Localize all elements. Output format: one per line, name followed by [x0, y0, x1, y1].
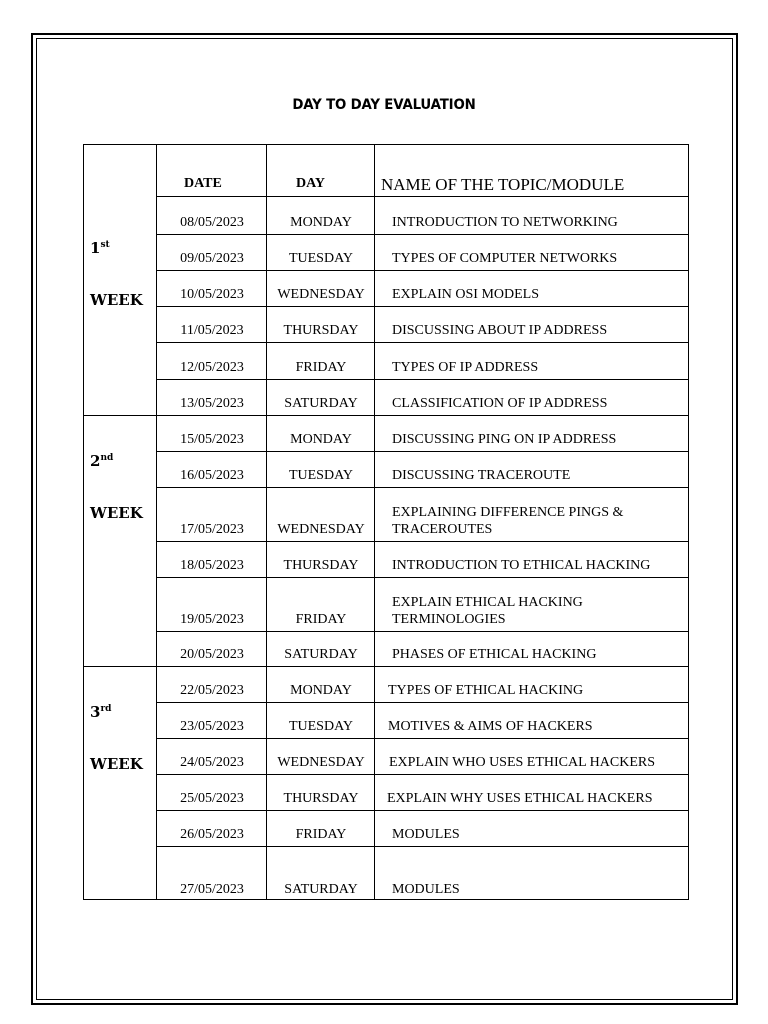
row-topic: CLASSIFICATION OF IP ADDRESS — [392, 396, 608, 411]
row-date: 26/05/2023 — [180, 827, 244, 842]
week-1-ordinal: 1st — [90, 239, 110, 257]
week-3-ordinal: 3rd — [90, 703, 112, 721]
row-topic: INTRODUCTION TO NETWORKING — [392, 215, 618, 230]
row-divider — [156, 487, 688, 488]
row-divider — [156, 451, 688, 452]
row-topic: MODULES — [392, 827, 460, 842]
row-divider — [156, 631, 688, 632]
row-topic: EXPLAINING DIFFERENCE PINGS & TRACEROUTES — [392, 505, 624, 537]
row-topic: EXPLAIN WHY USES ETHICAL HACKERS — [387, 791, 653, 806]
row-topic: INTRODUCTION TO ETHICAL HACKING — [392, 558, 651, 573]
row-divider — [156, 306, 688, 307]
row-topic: TYPES OF COMPUTER NETWORKS — [392, 251, 618, 266]
row-date: 10/05/2023 — [180, 287, 244, 302]
row-day: WEDNESDAY — [277, 522, 365, 537]
row-day: MONDAY — [290, 432, 352, 447]
row-day: THURSDAY — [283, 558, 359, 573]
row-day: WEDNESDAY — [277, 287, 365, 302]
row-day: THURSDAY — [283, 791, 359, 806]
row-divider — [84, 666, 688, 667]
row-topic: EXPLAIN ETHICAL HACKING TERMINOLOGIES — [392, 595, 583, 627]
row-divider — [156, 702, 688, 703]
row-divider — [156, 270, 688, 271]
row-date: 18/05/2023 — [180, 558, 244, 573]
row-day: FRIDAY — [295, 827, 347, 842]
row-day: WEDNESDAY — [277, 755, 365, 770]
row-divider — [156, 738, 688, 739]
row-day: FRIDAY — [295, 360, 347, 375]
row-divider — [156, 379, 688, 380]
row-date: 23/05/2023 — [180, 719, 244, 734]
row-topic: EXPLAIN WHO USES ETHICAL HACKERS — [389, 755, 655, 770]
row-date: 17/05/2023 — [180, 522, 244, 537]
row-date: 08/05/2023 — [180, 215, 244, 230]
header-divider — [156, 196, 688, 197]
row-date: 27/05/2023 — [180, 882, 244, 897]
row-divider — [156, 577, 688, 578]
row-topic: EXPLAIN OSI MODELS — [392, 287, 539, 302]
row-topic: TYPES OF ETHICAL HACKING — [388, 683, 584, 698]
row-topic: DISCUSSING TRACEROUTE — [392, 468, 571, 483]
row-day: SATURDAY — [284, 647, 358, 662]
row-divider — [156, 774, 688, 775]
row-date: 25/05/2023 — [180, 791, 244, 806]
row-date: 20/05/2023 — [180, 647, 244, 662]
row-date: 22/05/2023 — [180, 683, 244, 698]
row-date: 09/05/2023 — [180, 251, 244, 266]
row-day: THURSDAY — [283, 323, 359, 338]
row-topic: DISCUSSING PING ON IP ADDRESS — [392, 432, 617, 447]
week-2-label: WEEK — [90, 504, 143, 522]
row-day: MONDAY — [290, 683, 352, 698]
row-divider — [156, 234, 688, 235]
row-date: 24/05/2023 — [180, 755, 244, 770]
row-topic: TYPES OF IP ADDRESS — [392, 360, 539, 375]
row-divider — [156, 541, 688, 542]
row-topic: MOTIVES & AIMS OF HACKERS — [388, 719, 593, 734]
row-day: TUESDAY — [288, 719, 354, 734]
row-date: 12/05/2023 — [180, 360, 244, 375]
evaluation-table — [83, 144, 689, 900]
row-day: MONDAY — [290, 215, 352, 230]
row-day: SATURDAY — [284, 396, 358, 411]
row-date: 13/05/2023 — [180, 396, 244, 411]
row-date: 16/05/2023 — [180, 468, 244, 483]
row-day: TUESDAY — [288, 251, 354, 266]
document-title: DAY TO DAY EVALUATION — [292, 97, 476, 113]
row-divider — [156, 810, 688, 811]
row-date: 11/05/2023 — [180, 323, 244, 338]
row-divider — [84, 415, 688, 416]
week-3-label: WEEK — [90, 755, 143, 773]
row-day: FRIDAY — [295, 612, 347, 627]
row-date: 19/05/2023 — [180, 612, 244, 627]
header-day: DAY — [296, 176, 326, 191]
header-date: DATE — [184, 176, 222, 191]
row-topic: PHASES OF ETHICAL HACKING — [392, 647, 597, 662]
header-topic: NAME OF THE TOPIC/MODULE — [381, 175, 625, 194]
week-2-ordinal: 2nd — [90, 452, 114, 470]
row-divider — [156, 342, 688, 343]
row-topic: DISCUSSING ABOUT IP ADDRESS — [392, 323, 608, 338]
row-day: SATURDAY — [284, 882, 358, 897]
row-date: 15/05/2023 — [180, 432, 244, 447]
row-day: TUESDAY — [288, 468, 354, 483]
row-topic: MODULES — [392, 882, 460, 897]
row-divider — [156, 846, 688, 847]
week-1-label: WEEK — [90, 291, 143, 309]
